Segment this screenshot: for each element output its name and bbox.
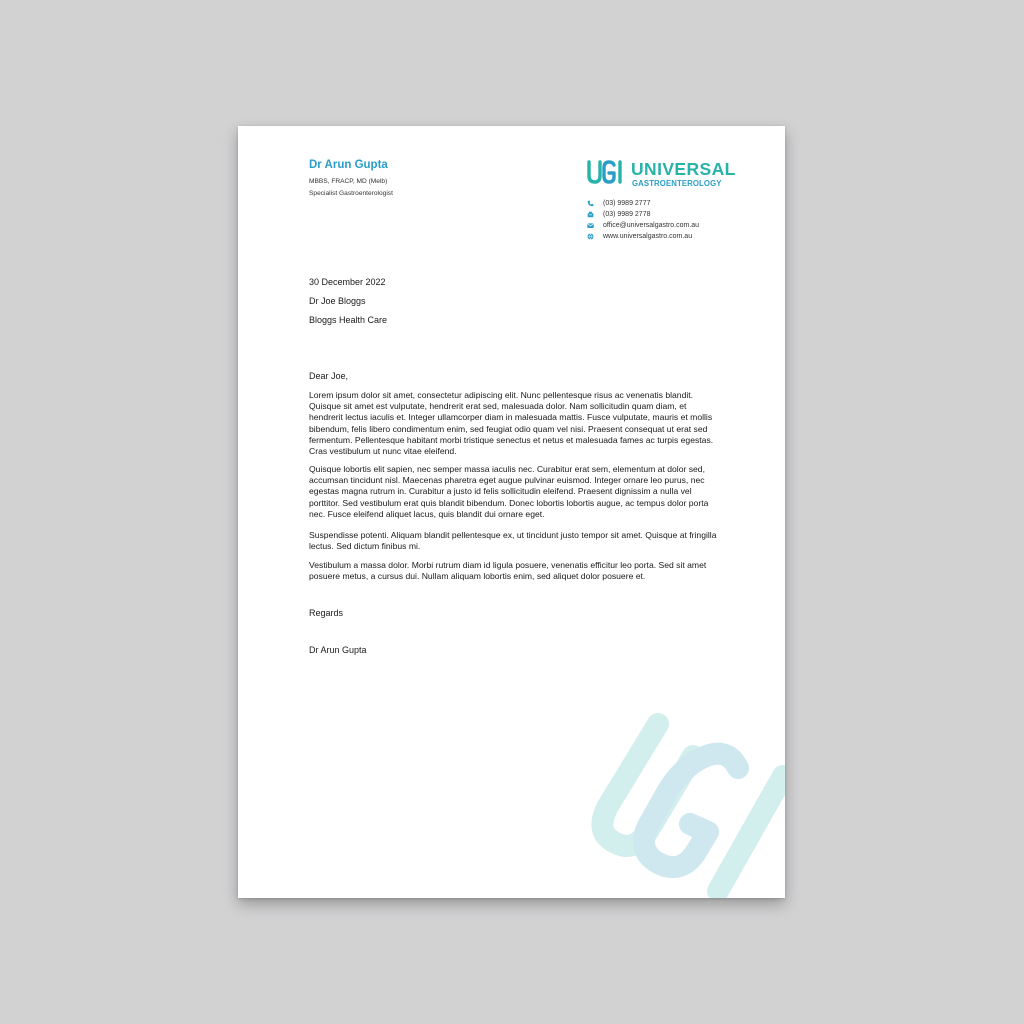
ugi-watermark-icon (578, 706, 785, 898)
doctor-name: Dr Arun Gupta (309, 159, 388, 171)
doctor-title: Specialist Gastroenterologist (309, 190, 393, 197)
email-text[interactable]: office@universalgastro.com.au (603, 222, 700, 229)
closing: Regards (309, 608, 344, 618)
phone-text[interactable]: (03) 9989 2777 (603, 200, 651, 207)
doctor-credentials: MBBS, FRACP, MD (Melb) (309, 178, 388, 185)
web-text[interactable]: www.universalgastro.com.au (603, 233, 693, 240)
email-icon (587, 222, 594, 229)
fax-icon (587, 211, 594, 218)
contact-web (587, 231, 699, 242)
letter-date: 30 December 2022 (309, 277, 386, 287)
body-paragraph-3: Suspendisse potenti. Aliquam blandit pellentesque ex, ut tincidunt justo tempor sit amet. Quisque at fringilla lectus. Sed dictum finibus mi. (309, 530, 717, 552)
body-paragraph-4: Vestibulum a massa dolor. Morbi rutrum diam id ligula posuere, venenatis efficitur leo porta. Sed sit amet posuere metus, a cursus dui. Nullam aliquam lobortis enim, sed aliquet dolor posuere et. (309, 560, 707, 582)
body-paragraph-1: Lorem ipsum dolor sit amet, consectetur adipiscing elit. Nunc pellentesque risus ac venenatis blandit. Quisque sit amet est vulputate, hendrerit erat sed, malesuada dolor. Nam sollicitudin quam diam, et hendrerit lectus iaculis et. Integer ullamcorper diam in malesuada mattis. Fusce vulputate, mauris et mollis bibendum, felis libero condimentum enim, sed feugiat odio quam vel nisi. Praesent consequat ut erat sed fermentum. Pellentesque habitant morbi tristique senectus et netus et malesuada fames ac turpis egestas. Cras vestibulum ut nunc vitae eleifend. (309, 390, 714, 457)
fax-text[interactable]: (03) 9989 2778 (603, 211, 651, 218)
contact-fax (587, 209, 699, 220)
globe-icon (587, 233, 594, 240)
salutation: Dear Joe, (309, 371, 349, 381)
ugi-logo-icon (586, 160, 626, 184)
recipient-organisation: Bloggs Health Care (309, 315, 388, 325)
contact-email (587, 220, 699, 231)
contact-list (587, 198, 699, 242)
signature-name: Dr Arun Gupta (309, 645, 367, 655)
recipient-name: Dr Joe Bloggs (309, 296, 366, 306)
brand-name: UNIVERSAL (631, 159, 736, 179)
body-paragraph-2: Quisque lobortis elit sapien, nec semper massa iaculis nec. Curabitur erat sem, elementum at dolor sed, accumsan tincidunt nisl. Maecenas pharetra eget augue pulvinar euismod. Integer ornare leo purus, nec egestas magna rutrum in. Curabitur a justo id felis sollicitudin eleifend. Praesent dignissim a nulla vel porttitor. Sed vestibulum erat quis blandit bibendum. Donec lobortis lobortis augue, ac tempus dolor porta nec. Fusce eleifend aliquet lacus, quis blandit dui ornare eget. (309, 464, 709, 519)
brand-subtitle: GASTROENTEROLOGY (632, 179, 722, 188)
doctor-details (309, 176, 393, 200)
letterhead-page (238, 126, 785, 898)
contact-phone (587, 198, 699, 209)
phone-icon (587, 200, 594, 207)
